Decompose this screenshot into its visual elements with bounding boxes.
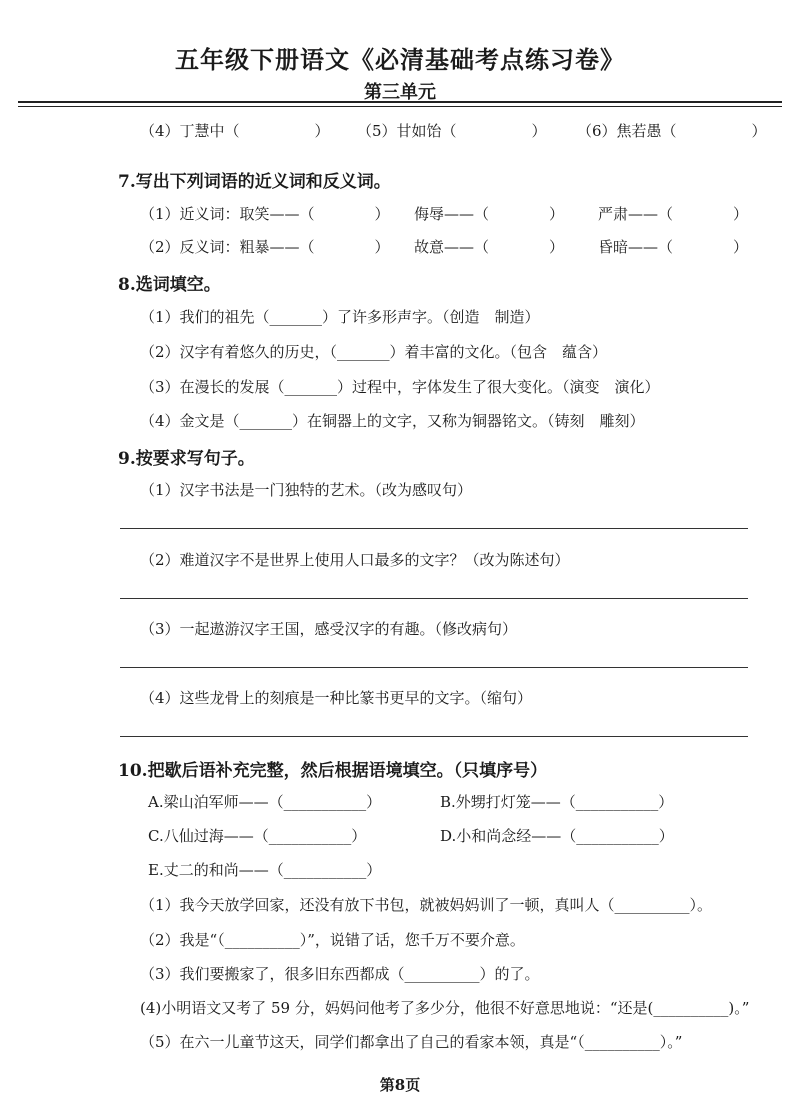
- q10-item-1: （1）我今天放学回家，还没有放下书包，就被妈妈训了一顿，真叫人（__________）。: [140, 896, 713, 914]
- q9-item-3: （3）一起遨游汉字王国，感受汉字的有趣。（修改病句）: [140, 620, 518, 638]
- q9-answer-line-1[interactable]: [120, 528, 748, 529]
- q9-answer-line-3[interactable]: [120, 667, 748, 668]
- q7-antonym-3: 昏暗——（ ）: [598, 238, 749, 256]
- q10-item-2: （2）我是“（__________）”，说错了话，您千万不要介意。: [140, 931, 525, 949]
- q9-item-2: （2）难道汉字不是世界上使用人口最多的文字？（改为陈述句）: [140, 551, 570, 569]
- q9-title: 9.按要求写句子。: [118, 449, 255, 469]
- q8-item-1: （1）我们的祖先（_______）了许多形声字。（创造 制造）: [140, 308, 540, 326]
- q6-item-4: （4）丁慧中（ ）: [140, 122, 330, 140]
- q10-option-c: C.八仙过海——（___________）: [148, 827, 367, 845]
- q10-item-3: （3）我们要搬家了，很多旧东西都成（__________）的了。: [140, 965, 540, 983]
- q10-option-e: E.丈二的和尚——（___________）: [148, 861, 382, 879]
- q8-item-3: （3）在漫长的发展（_______）过程中，字体发生了很大变化。（演变 演化）: [140, 378, 660, 396]
- q6-item-6: （6）焦若愚（ ）: [577, 122, 767, 140]
- q9-item-1: （1）汉字书法是一门独特的艺术。（改为感叹句）: [140, 481, 473, 499]
- q9-answer-line-2[interactable]: [120, 598, 748, 599]
- q7-antonym-1: （2）反义词：粗暴——（ ）: [140, 238, 390, 256]
- q10-item-4: (4)小明语文又考了 59 分，妈妈问他考了多少分，他很不好意思地说：“还是(__________)。”: [140, 999, 750, 1017]
- page-title: 五年级下册语文《必清基础考点练习卷》: [175, 45, 625, 74]
- q10-title: 10.把歇后语补充完整，然后根据语境填空。（只填序号）: [118, 761, 548, 781]
- unit-subtitle: 第三单元: [364, 82, 436, 103]
- q10-option-a: A.梁山泊军师——（___________）: [148, 793, 382, 811]
- q8-item-2: （2）汉字有着悠久的历史，（_______）着丰富的文化。（包含 蕴含）: [140, 343, 608, 361]
- q10-option-d: D.小和尚念经——（___________）: [440, 827, 674, 845]
- q7-synonym-3: 严肃——（ ）: [598, 205, 749, 223]
- header-rule-thick: [18, 101, 782, 103]
- q7-synonym-2: 侮辱——（ ）: [414, 205, 565, 223]
- header-rule-thin: [18, 106, 782, 107]
- q9-item-4: （4）这些龙骨上的刻痕是一种比篆书更早的文字。（缩句）: [140, 689, 533, 707]
- q8-title: 8.选词填空。: [118, 275, 221, 295]
- q8-item-4: （4）金文是（_______）在铜器上的文字，又称为铜器铭文。（铸刻 雕刻）: [140, 412, 645, 430]
- q7-antonym-2: 故意——（ ）: [414, 238, 565, 256]
- q10-item-5: （5）在六一儿童节这天，同学们都拿出了自己的看家本领，真是“（__________）。”: [140, 1033, 683, 1051]
- q6-item-5: （5）甘如饴（ ）: [357, 122, 547, 140]
- page-number: 第8页: [379, 1076, 421, 1094]
- q7-synonym-1: （1）近义词：取笑——（ ）: [140, 205, 390, 223]
- q10-option-b: B.外甥打灯笼——（___________）: [440, 793, 674, 811]
- q7-title: 7.写出下列词语的近义词和反义词。: [118, 172, 391, 192]
- q9-answer-line-4[interactable]: [120, 736, 748, 737]
